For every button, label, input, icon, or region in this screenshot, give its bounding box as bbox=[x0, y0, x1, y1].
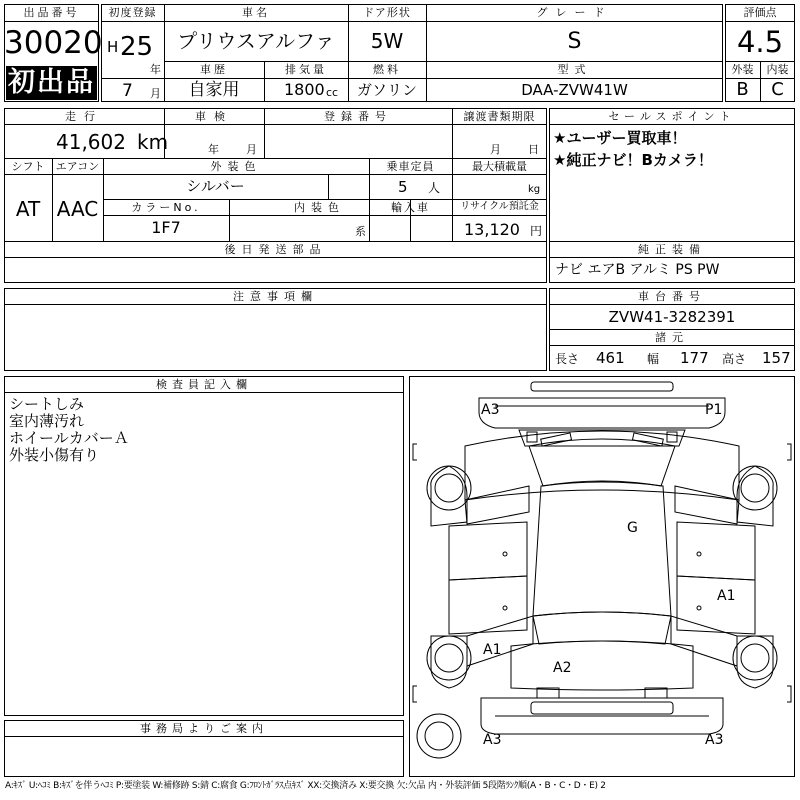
length-label: 長さ bbox=[555, 352, 580, 366]
sales-point-1: ★ユーザー買取車！ bbox=[553, 129, 687, 147]
fuel: ガソリン bbox=[356, 81, 417, 99]
int-label: 内装 bbox=[766, 63, 789, 76]
model-label: 型式 bbox=[557, 63, 592, 76]
inspector-label: 検査員記入欄 bbox=[156, 378, 252, 391]
door-label: ドア形状 bbox=[363, 6, 411, 19]
int-grade: C bbox=[771, 79, 784, 100]
inspector-line-2: 室内薄汚れ bbox=[9, 412, 85, 430]
inspection-year-unit: 年 bbox=[208, 143, 219, 156]
history-label: 車歴 bbox=[200, 63, 228, 76]
fuel-label: 燃料 bbox=[373, 63, 401, 76]
inspection-label: 車検 bbox=[195, 110, 233, 123]
mark-left-lower: A1 bbox=[483, 642, 502, 658]
ac: AAC bbox=[56, 197, 99, 221]
int-color-unit: 系 bbox=[355, 225, 366, 238]
car-diagram bbox=[409, 376, 795, 777]
load-label: 最大積載量 bbox=[472, 160, 527, 173]
mileage-label: 走行 bbox=[65, 110, 103, 123]
reg-era: H bbox=[107, 38, 119, 56]
color-no-label: カラーNo. bbox=[131, 201, 201, 214]
transfer-label: 譲渡書類期限 bbox=[463, 110, 536, 123]
mark-rear-center: A2 bbox=[553, 660, 572, 676]
reg-month: 7 bbox=[122, 81, 133, 101]
capacity: 5 bbox=[398, 178, 408, 196]
ext-label: 外装 bbox=[731, 63, 754, 76]
lot-label: 出品番号 bbox=[23, 6, 80, 19]
reg-label: 初度登録 bbox=[108, 6, 157, 19]
later-parts-label: 後日発送部品 bbox=[224, 243, 327, 256]
mark-top-left: A3 bbox=[481, 402, 500, 418]
recycle: 13,120 bbox=[464, 220, 520, 239]
height: 157 bbox=[762, 349, 791, 367]
width: 177 bbox=[680, 349, 709, 367]
recycle-label: リサイクル預託金 bbox=[460, 201, 539, 212]
inspector-line-1: シートしみ bbox=[9, 395, 85, 413]
lot-number: 30020 bbox=[4, 25, 103, 61]
car-name-label: 車名 bbox=[242, 6, 270, 19]
length: 461 bbox=[596, 349, 625, 367]
displacement-unit: cc bbox=[326, 86, 339, 99]
mark-top-right: P1 bbox=[705, 402, 723, 418]
height-label: 高さ bbox=[722, 352, 747, 366]
color-no: 1F7 bbox=[151, 218, 181, 237]
spec-label: 諸元 bbox=[655, 331, 689, 344]
shift-label: シフト bbox=[11, 160, 45, 173]
int-color-label: 内装色 bbox=[294, 201, 345, 214]
sales-point-2: ★純正ナビ！Bカメラ！ bbox=[553, 151, 713, 169]
mark-bottom-left: A3 bbox=[483, 732, 502, 748]
reg-year-unit: 年 bbox=[150, 63, 161, 76]
mark-bottom-right: A3 bbox=[705, 732, 724, 748]
import-label: 輸入車 bbox=[391, 201, 430, 214]
first-listing-text: 初出品 bbox=[8, 67, 95, 98]
width-label: 幅 bbox=[647, 352, 660, 366]
legend: A:ｷｽﾞ U:ﾍｺﾐ B:ｷｽﾞを伴うﾍｺﾐ P:要塗装 W:補修跡 S:錆 C:腐食 G:ﾌﾛﾝﾄｶﾞﾗｽ点ｷｽﾞ XX:交換済み X:要交換 欠:欠品 内・外装評価 5段階ﾗﾝｸ順(A・B・C・D・E) 2 bbox=[5, 781, 606, 791]
transfer-day-unit: 日 bbox=[528, 143, 539, 156]
displacement-label: 排気量 bbox=[285, 63, 327, 76]
capacity-unit: 人 bbox=[428, 181, 441, 195]
mileage-unit: km bbox=[137, 130, 169, 154]
ext-color-label: 外装色 bbox=[210, 160, 262, 173]
mark-right-mid: A1 bbox=[717, 588, 736, 604]
ext-color: シルバー bbox=[186, 177, 245, 195]
sales-label: セールスポイント bbox=[608, 110, 736, 123]
grade: S bbox=[567, 29, 582, 54]
recycle-unit: 円 bbox=[530, 224, 543, 238]
inspector-line-4: 外装小傷有り bbox=[9, 446, 100, 464]
score: 4.5 bbox=[736, 25, 784, 59]
displacement: 1800 bbox=[284, 80, 325, 99]
history: 自家用 bbox=[188, 80, 240, 100]
chassis-label: 車台番号 bbox=[638, 290, 706, 303]
capacity-label: 乗車定員 bbox=[386, 160, 435, 173]
transfer-month-unit: 月 bbox=[490, 143, 501, 156]
mileage: 41,602 bbox=[56, 130, 126, 154]
load-unit: kg bbox=[528, 184, 541, 195]
mark-roof: G bbox=[627, 520, 638, 536]
model: DAA-ZVW41W bbox=[521, 81, 628, 99]
caution-label: 注意事項欄 bbox=[233, 290, 318, 303]
inspection-month-unit: 月 bbox=[246, 143, 257, 156]
ac-label: エアコン bbox=[55, 160, 100, 173]
chassis: ZVW41-3282391 bbox=[608, 308, 736, 326]
shift: AT bbox=[15, 197, 41, 221]
genuine: ナビ エアB アルミ PS PW bbox=[555, 262, 720, 278]
grade-label: グレード bbox=[536, 6, 613, 19]
car-name: プリウスアルファ bbox=[177, 29, 335, 53]
genuine-label: 純正装備 bbox=[638, 243, 706, 256]
ext-grade: B bbox=[736, 79, 749, 100]
office-label: 事務局よりご案内 bbox=[140, 722, 268, 735]
reg-year: 25 bbox=[120, 32, 154, 62]
reg-month-unit: 月 bbox=[150, 87, 161, 100]
door: 5W bbox=[370, 29, 404, 53]
score-label: 評価点 bbox=[743, 6, 777, 19]
inspector-line-3: ホイールカバーＡ bbox=[9, 429, 129, 447]
reg-number-label: 登録番号 bbox=[324, 110, 392, 123]
